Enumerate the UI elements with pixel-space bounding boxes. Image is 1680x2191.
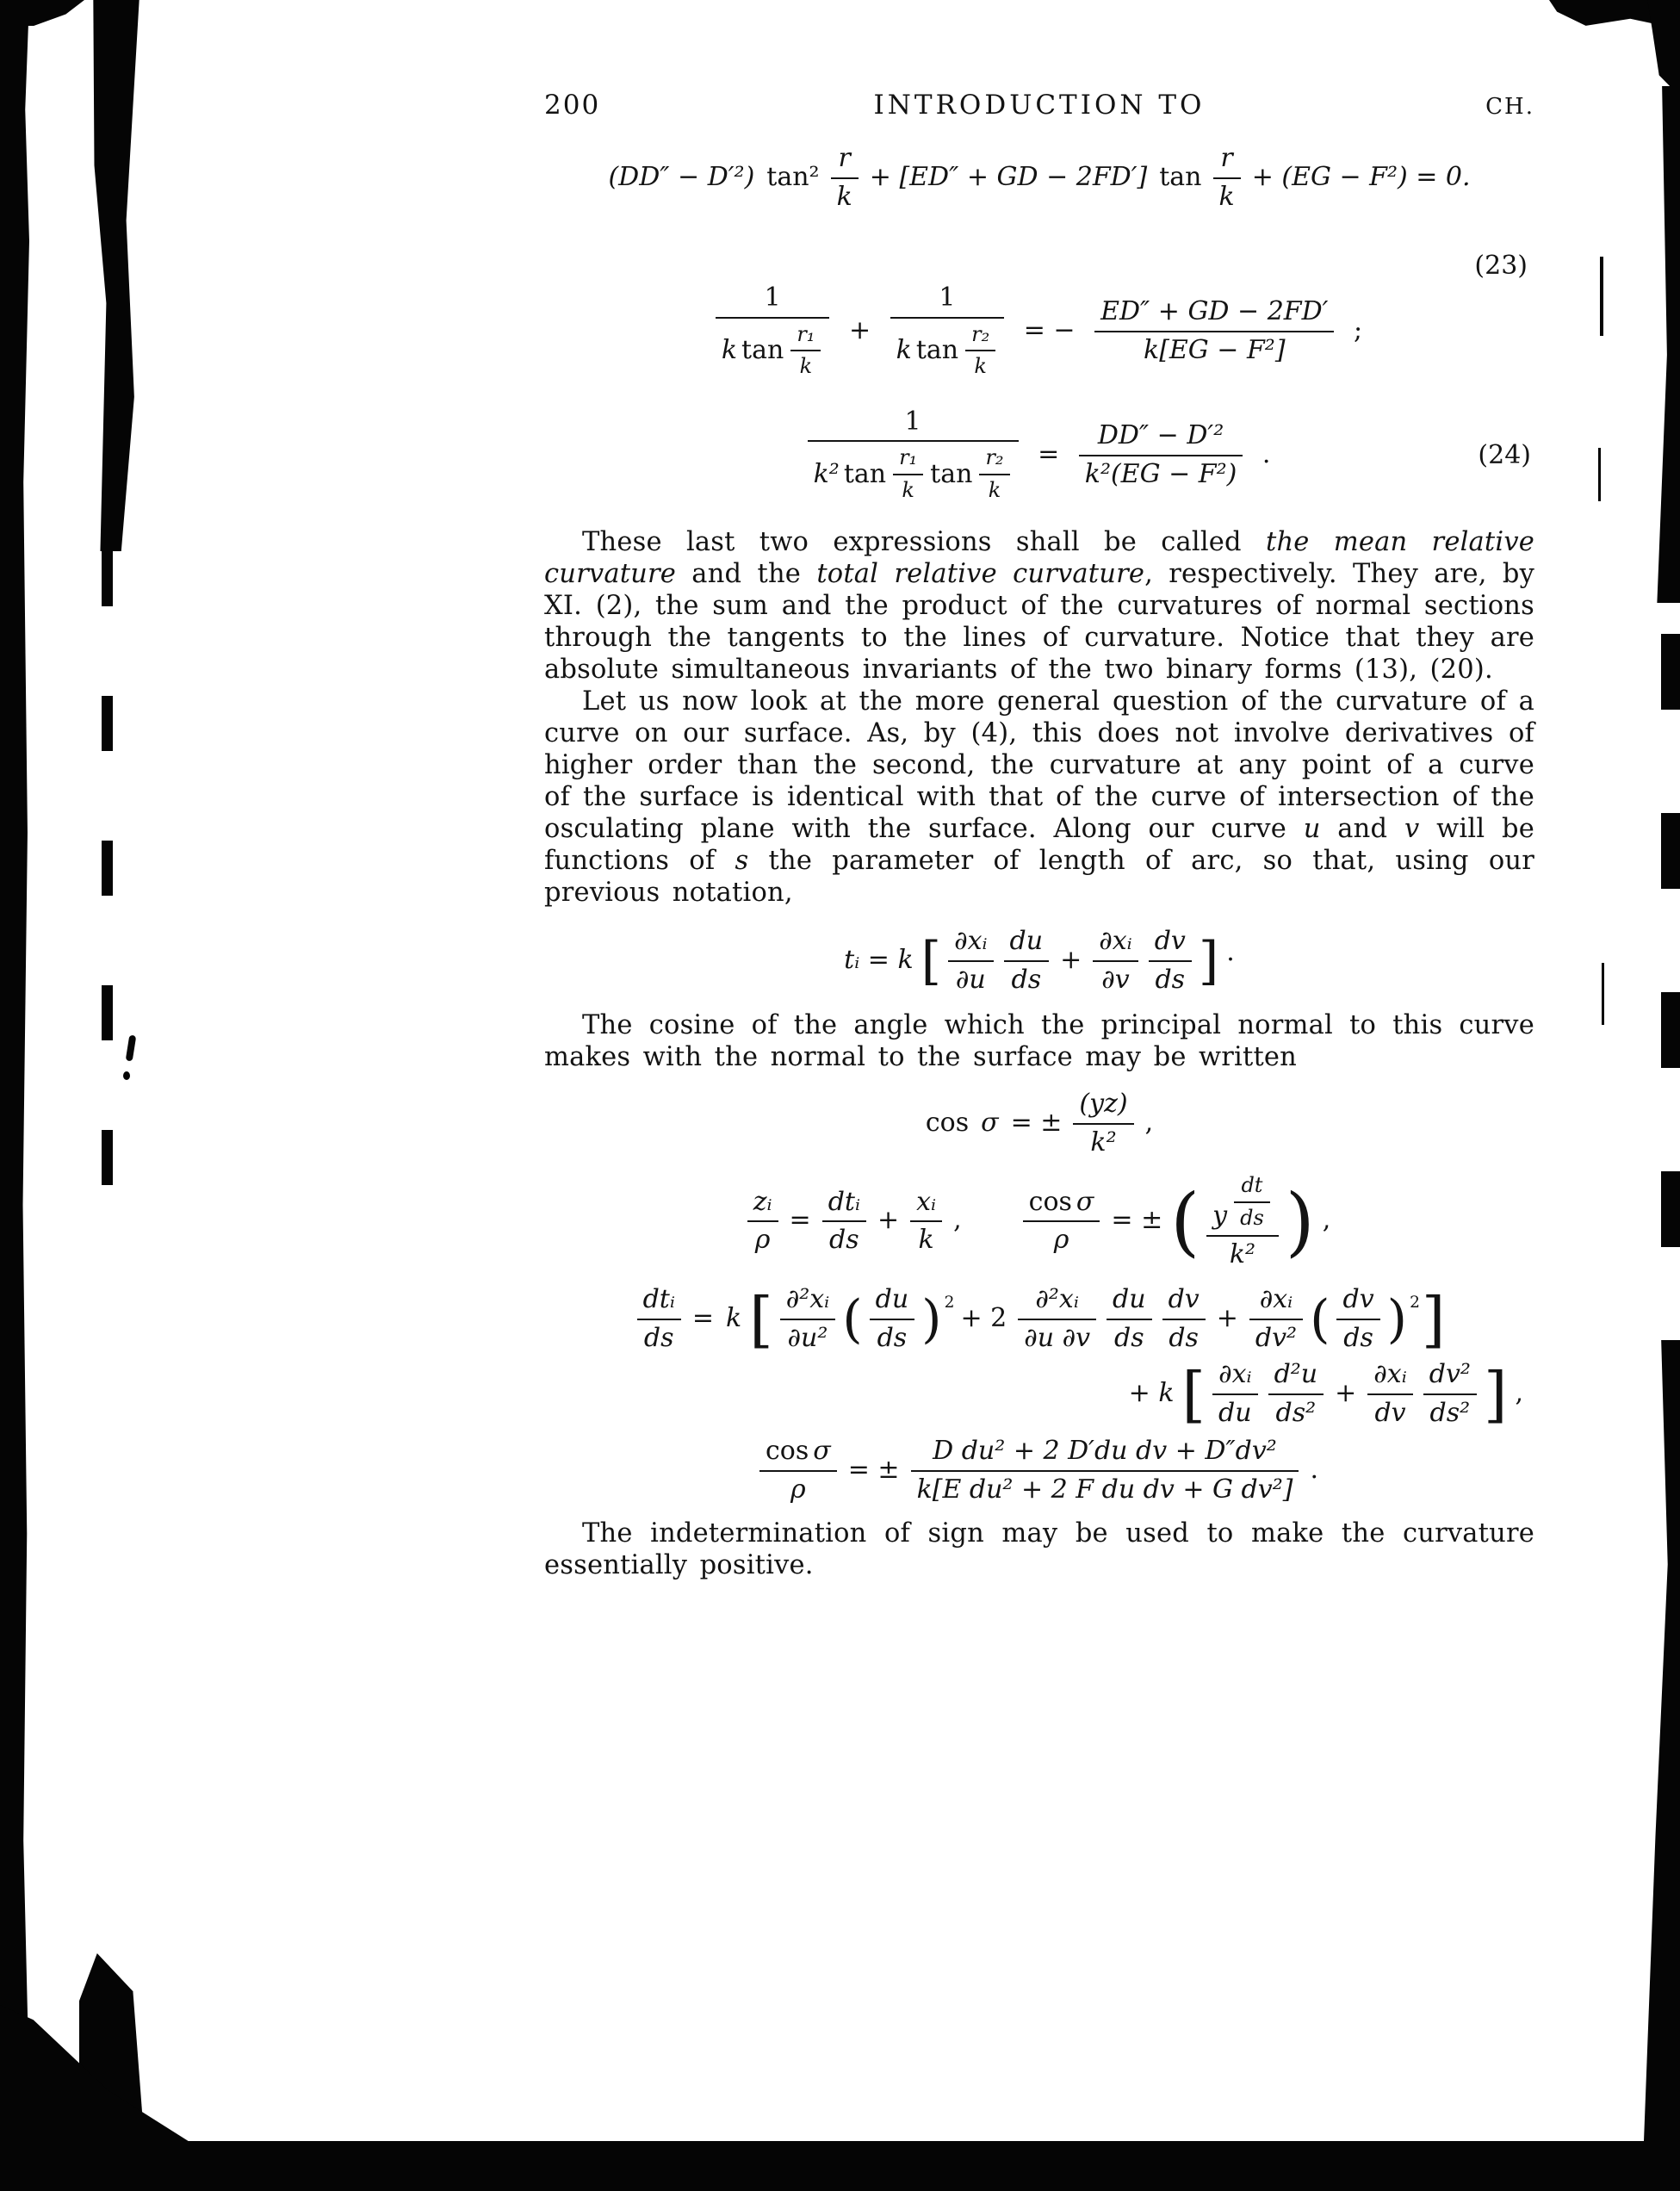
numerator: DD″ − D′² [1079,420,1243,456]
denominator: ds [1169,1322,1199,1353]
denominator: k [974,354,987,379]
fraction [1212,1359,1258,1429]
math-token: cos [1028,1186,1072,1217]
equation-curvature-final [544,1436,1534,1505]
denominator: dv [1374,1397,1406,1428]
fraction [808,407,1019,505]
fraction [637,1284,681,1354]
math-token: tan [741,334,784,365]
scan-edge-right [1644,1340,1680,2141]
math-token: k [721,334,738,365]
math-token: k² [813,458,840,489]
equation-total-relative-curvature [544,407,1534,505]
math-token: , [1144,1107,1154,1138]
denominator: ∂u [955,964,986,995]
math-token: = ± [1111,1205,1163,1236]
denominator: ds [643,1322,674,1353]
math-token: . [1262,438,1271,469]
numerator [1023,1187,1100,1223]
fraction [1423,1359,1477,1429]
math-token: (DD″ − D′²) [608,161,755,192]
denominator [716,319,830,381]
math-token: , [1515,1377,1523,1408]
math-token: = ± [1010,1107,1063,1138]
numerator: (yz) [1073,1089,1133,1125]
math-token: = [1038,438,1060,469]
fraction [1367,1359,1412,1429]
denominator: k[E du² + 2 F du dv + G dv²] [916,1474,1293,1505]
text-run-italic: s [735,846,749,877]
fraction [893,445,923,503]
numerator: ED″ + GD − 2FD′ [1094,296,1334,332]
math-token: tan² [766,161,820,192]
denominator: dv² [1255,1322,1298,1353]
page-content [544,0,1534,1581]
paragraph-general-question [544,686,1534,909]
equation-dt-continuation: + k [ $\frac{\text{∂xᵢ}}{du}$ $\frac{\text{d²u}}{\text{ds²}}$ + $\frac{\text{∂xᵢ}}{dv}$ $\frac{\text{dv²}}{\text{ds²}}$ ] , [1128,1358,1523,1430]
scan-mark [1602,963,1604,1025]
fraction [948,926,993,996]
denominator: k[EG − F²] [1144,334,1286,365]
math-token: , [1322,1205,1331,1236]
fraction [1023,1187,1100,1257]
equation-characteristic [544,143,1534,213]
fraction [822,1187,866,1257]
fraction [1018,1284,1096,1354]
numerator [759,1436,837,1472]
numerator: ∂xᵢ [1249,1284,1303,1320]
numerator: r₂ [965,322,995,352]
math-token: + [ED″ + GD − 2FD′] [869,161,1148,192]
scan-edge-bottom [0,2141,1680,2191]
fraction [979,445,1009,503]
text-run: , respectively. They are, by XI. (2), the sum and the product of the curvatures of normal sections through the tangents to the lines of curvature. Notice that they are absolute simultaneous invariants of the two binary forms (13), (20). [544,559,1535,686]
fraction [1004,926,1050,996]
fraction [870,1284,915,1354]
fraction [1149,926,1192,996]
scan-edge-left-dashes [102,551,113,1223]
numerator [1206,1172,1279,1236]
numerator: r₁ [790,322,821,352]
page-header [544,90,1534,121]
fraction [831,143,859,213]
fraction [1206,1172,1279,1270]
numerator: dv [1336,1284,1379,1320]
scan-speck [126,1035,137,1062]
math-token: tan [930,458,973,489]
denominator: ds [1343,1322,1373,1353]
numerator: r [1213,143,1241,179]
math-token: = [789,1205,811,1236]
numerator: xᵢ [910,1187,942,1223]
equation-number-23: (23) [1474,251,1528,281]
numerator: ∂²xᵢ [1018,1284,1096,1320]
math-token: + [1060,944,1082,975]
math-token: tan [915,334,959,365]
fraction [1213,143,1241,213]
numerator: du [1107,1284,1152,1320]
denominator [890,319,1005,381]
fraction [780,1284,836,1354]
math-token: k [896,334,912,365]
fraction [1093,926,1138,996]
denominator: k [799,354,813,379]
denominator: ρ [1053,1225,1069,1256]
scan-mark [1600,257,1603,336]
scan-speck [123,1071,130,1080]
numerator: dv [1162,1284,1206,1320]
math-token: tan [1159,161,1202,192]
text-run: and [1320,814,1404,845]
numerator: dt [1234,1173,1270,1203]
fraction [759,1436,837,1505]
denominator: ∂u ∂v [1024,1322,1091,1353]
paragraph-definitions [544,526,1534,686]
text-run: and the [676,559,817,590]
paragraph-cosine: The cosine of the angle which the principal normal to this curve makes with the normal to the surface may be written [544,1010,1534,1073]
numerator: d²u [1268,1359,1324,1395]
math-token: , [953,1205,962,1236]
denominator: ds [877,1322,908,1353]
math-token: + k [1128,1377,1175,1408]
paragraph-sign-indetermination: The indetermination of sign may be used to make the curvature essentially positive. [544,1518,1534,1581]
math-token: . [1310,1454,1318,1485]
fraction [716,282,830,381]
equation-cos-sigma [544,1089,1534,1158]
math-token: cos [925,1107,970,1138]
text-run-italic: total relative curvature [816,559,1145,590]
numerator: du [870,1284,915,1320]
denominator: ds [1155,964,1186,995]
denominator: ds [829,1225,859,1256]
denominator: ds² [1429,1397,1471,1428]
math-token: tᵢ = k [844,944,914,975]
math-token: + 2 [960,1302,1007,1333]
fraction [1336,1284,1379,1354]
numerator: dtᵢ [637,1284,681,1320]
fraction [1268,1359,1324,1429]
math-token: + [1216,1302,1238,1333]
math-token: tan [843,458,887,489]
numerator: 1 [716,282,830,319]
math-token: y [1212,1201,1228,1232]
running-title: INTRODUCTION TO [873,90,1206,121]
denominator: k [918,1225,934,1256]
chapter-marker: CH. [1485,94,1534,120]
numerator: dv [1149,926,1192,962]
numerator: r₂ [979,445,1009,475]
fraction [890,282,1005,381]
fraction [1234,1173,1270,1231]
denominator: k [988,477,1001,502]
equation-number-24: (24) [1478,439,1531,470]
scan-edge-left-top [0,0,84,26]
numerator: zᵢ [747,1187,778,1223]
denominator: ds [1240,1205,1264,1230]
numerator: ∂xᵢ [948,926,993,962]
text-run-italic: v [1404,814,1420,845]
denominator: k² [1229,1238,1256,1269]
numerator: ∂xᵢ [1093,926,1138,962]
denominator: ∂v [1101,964,1130,995]
scan-edge-left-inner [91,0,141,551]
numerator: 1 [890,282,1005,319]
scan-edge-right [1661,634,1680,1314]
equation-mean-relative-curvature [544,282,1534,381]
numerator: r [831,143,859,179]
math-token: k [726,1302,742,1333]
fraction [747,1187,778,1257]
math-token: + [1335,1377,1357,1408]
superscript: 2 [1410,1294,1420,1313]
denominator: k [1218,181,1235,212]
denominator: ∂u² [787,1322,828,1353]
text-run: These last two expressions shall be called [582,527,1266,558]
text-run: will be functions of [544,814,1534,877]
equation-tangent: tᵢ = k [ $\frac{\text{∂xᵢ}}{\partial u}$ $\frac{du}{ds}$ + $\frac{\text{∂xᵢ}}{\partial v}$ $\frac{dv}{ds}$ ] · [844,926,1235,995]
math-token: = [691,1302,715,1333]
page-number: 200 [544,90,601,121]
denominator: ds² [1275,1397,1317,1428]
math-token: σ [981,1107,999,1138]
numerator: du [1004,926,1050,962]
denominator: ds [1011,964,1042,995]
math-token: + (EG − F²) = 0. [1251,161,1471,192]
numerator: D du² + 2 D′du dv + D″dv² [911,1436,1299,1472]
equation-dt-expansion: dtᵢ ds = k [ $\frac{\text{∂²xᵢ}}{\text{∂u²}}$ ( $\frac{du}{ds}$ ) $^2$ + 2 $\frac{\text{∂²xᵢ}}{\partial u \partial v}$ $\frac{du}{ds}$ $\frac{dv}{ds}$ + $\frac{\text{∂xᵢ}}{\text{dv²}}$ ( $\frac{dv}{ds}$ ) $^2$] [544,1284,1534,1354]
denominator: k [902,477,914,502]
denominator: du [1218,1397,1252,1428]
numerator: r₁ [893,445,923,475]
scan-edge-right [1649,86,1680,603]
text-run: the parameter of length of arc, so that, using our previous notation, [544,846,1534,909]
numerator: 1 [808,407,1019,443]
math-token: ; [1354,314,1363,345]
superscript: 2 [944,1294,955,1313]
denominator: ρ [790,1474,806,1505]
numerator: ∂xᵢ [1212,1359,1258,1395]
denominator: k²(EG − F²) [1084,458,1237,489]
fraction [910,1187,942,1257]
math-token: + [877,1205,900,1236]
fraction [1079,420,1243,490]
math-token: · [1226,944,1235,975]
math-token: cos [766,1436,809,1467]
fraction [911,1436,1299,1505]
math-token: σ [813,1436,831,1467]
fraction [1094,296,1334,366]
numerator: ∂xᵢ [1367,1359,1412,1395]
fraction [1162,1284,1206,1354]
fraction [790,322,821,380]
equation-principal-normal: $\frac{\text{zᵢ}}{\rho}$ = dtᵢ ds + $\frac{\text{xᵢ}}{k}$ , cos σ ρ = ± ( y $\frac{dt}{ds}$ k² ) , [544,1172,1534,1270]
denominator: k [836,181,852,212]
fraction [1107,1284,1152,1354]
text-run-italic: the mean relative curvature [544,527,1535,590]
math-token: = ± [847,1454,900,1485]
denominator: ρ [754,1225,771,1256]
denominator: ds [1114,1322,1144,1353]
fraction [1249,1284,1303,1354]
math-token: σ [1076,1186,1094,1217]
scan-mark [1598,448,1601,501]
scan-edge-left-outer [0,0,29,2191]
fraction [965,322,995,380]
text-run-italic: u [1303,814,1321,845]
text-run: Let us now look at the more general question of the curvature of a curve on our surface. As, by (4), this does not involve derivatives of higher order than the second, the curvature at any point of a curve of the surface is identical with that of the curve of intersection of the osculating plane with the surface. Along our curve [544,686,1534,845]
numerator: dtᵢ [822,1187,866,1223]
numerator: ∂²xᵢ [780,1284,836,1320]
math-token: + [848,314,871,345]
math-token: = − [1023,314,1076,345]
denominator [808,442,1019,504]
fraction [1073,1089,1133,1158]
numerator: dv² [1423,1359,1477,1395]
denominator: k² [1090,1127,1117,1158]
